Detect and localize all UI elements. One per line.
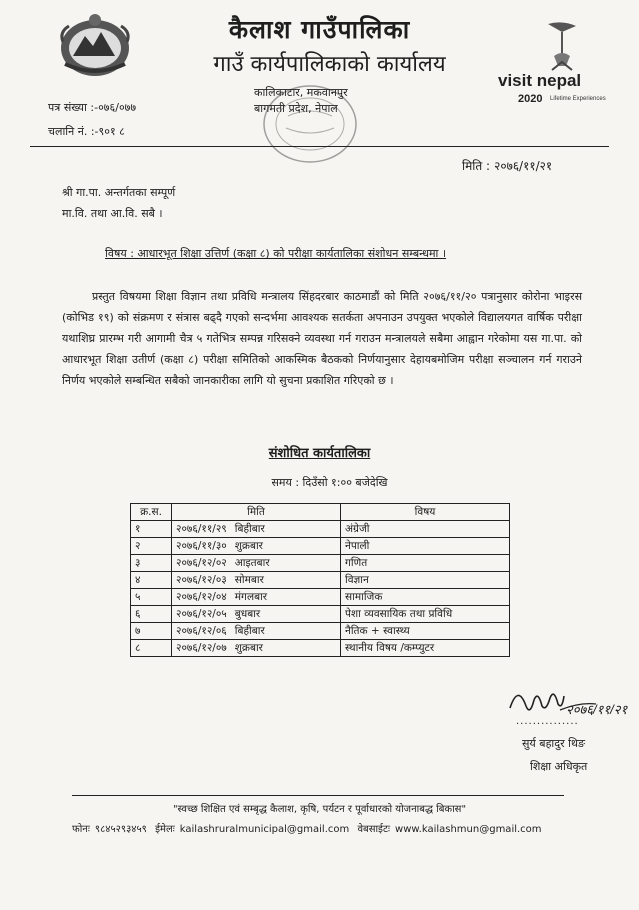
row-weekday: शुक्रबार <box>234 642 263 654</box>
table-row <box>131 538 510 555</box>
header-subject: विषय <box>341 504 510 521</box>
row-subject: गणित <box>341 555 510 572</box>
row-weekday: मंगलबार <box>234 591 268 603</box>
office-name: कैलाश गाउँपालिका <box>228 15 411 44</box>
logo-text: visit nepal <box>498 71 582 90</box>
row-date <box>172 606 341 623</box>
row-serial: ५ <box>131 589 172 606</box>
row-date-value: २०७६/१२/०७ <box>176 642 227 654</box>
website-label: वेबसाईटः <box>357 824 391 835</box>
row-serial: ७ <box>131 623 172 640</box>
header-divider <box>30 146 609 147</box>
footer-divider <box>72 795 564 796</box>
table-row <box>131 572 510 589</box>
date-value: २०७६/११/२१ <box>494 159 553 173</box>
row-subject: नैतिक + स्वास्थ्य <box>341 623 510 640</box>
row-serial: ४ <box>131 572 172 589</box>
row-serial: ३ <box>131 555 172 572</box>
footer-motto: "स्वच्छ शिक्षित एवं सम्बृद्ध कैलाश, कृषि, पर्यटन र पूर्वाधारको योजनाबद्ध बिकास" <box>172 804 467 815</box>
row-date <box>172 555 341 572</box>
header-date: मिति <box>172 504 341 521</box>
recipient-line-2: मा.वि. तथा आ.वि. सबै । <box>62 207 163 220</box>
signature-date: २०७६/११/२१ <box>566 702 628 717</box>
letter-date <box>462 157 552 174</box>
email-address: kailashruralmunicipal@gmail.com <box>179 824 350 835</box>
phone-number: ९८४५२९३४५९ <box>94 824 147 835</box>
address-line-1: कालिकाटार, मकवानपुर <box>254 86 348 99</box>
signatory-title: शिक्षा अधिकृत <box>530 760 588 773</box>
website-address: www.kailashmun@gmail.com <box>395 824 542 835</box>
row-date-value: २०७६/११/३० <box>176 540 227 552</box>
table-row <box>131 640 510 657</box>
table-row <box>131 606 510 623</box>
row-date-value: २०७६/१२/०५ <box>176 608 227 620</box>
address-line-2: बागमती प्रदेश, नेपाल <box>254 102 338 115</box>
row-subject: सामाजिक <box>341 589 510 606</box>
row-subject: स्थानीय विषय /कम्प्युटर <box>341 640 510 657</box>
date-label: मिति : <box>462 159 491 173</box>
row-date-value: २०७६/१२/०३ <box>176 574 227 586</box>
visit-nepal-logo-icon <box>496 20 616 110</box>
row-weekday: सोमबार <box>234 574 264 586</box>
row-date <box>172 640 341 657</box>
schedule-time: समय : दिउँसो १:०० बजेदेखि <box>271 476 388 489</box>
row-subject: विज्ञान <box>341 572 510 589</box>
row-date-value: २०७६/११/२९ <box>176 523 227 535</box>
schedule-table <box>130 503 510 657</box>
row-date <box>172 572 341 589</box>
row-date <box>172 521 341 538</box>
email-label: ईमेलः <box>155 824 175 835</box>
chalani-number: चलानि नं. :-९०१ ८ <box>48 125 125 138</box>
row-date <box>172 589 341 606</box>
row-subject: अंग्रेजी <box>341 521 510 538</box>
header-serial: क्र.स. <box>131 504 172 521</box>
row-date <box>172 538 341 555</box>
row-weekday: शुक्रबार <box>234 540 263 552</box>
office-subtitle: गाउँ कार्यपालिकाको कार्यालय <box>213 52 446 77</box>
table-row <box>131 589 510 606</box>
logo-tagline: Lifetime Experiences <box>550 96 606 102</box>
table-header-row <box>131 504 510 521</box>
row-weekday: आइतबार <box>234 557 270 569</box>
table-row <box>131 623 510 640</box>
subject-line: विषय : आधारभूत शिक्षा उत्तिर्ण (कक्षा ८) को परीक्षा कार्यतालिका संशोधन सम्बन्धमा । <box>105 247 447 260</box>
reference-number: पत्र संख्या :-०७६/०७७ <box>48 101 137 114</box>
signature-dots: ............... <box>516 716 579 727</box>
row-weekday: बिहीबार <box>234 625 265 637</box>
schedule-title: संशोधित कार्यतालिका <box>268 446 371 461</box>
row-serial: १ <box>131 521 172 538</box>
row-date-value: २०७६/१२/०६ <box>176 625 227 637</box>
footer-contact <box>72 821 547 835</box>
row-date <box>172 623 341 640</box>
signatory-name: सुर्य बहादुर थिङ <box>522 737 586 750</box>
row-subject: पेशा व्यवसायिक तथा प्रविधि <box>341 606 510 623</box>
row-serial: २ <box>131 538 172 555</box>
row-serial: ६ <box>131 606 172 623</box>
phone-label: फोनः <box>72 824 90 835</box>
logo-year: 2020 <box>518 93 543 105</box>
row-date-value: २०७६/१२/०२ <box>176 557 227 569</box>
table-row <box>131 555 510 572</box>
row-subject: नेपाली <box>341 538 510 555</box>
table-row <box>131 521 510 538</box>
row-weekday: बिहीबार <box>234 523 265 535</box>
row-serial: ८ <box>131 640 172 657</box>
body-paragraph: प्रस्तुत विषयमा शिक्षा विज्ञान तथा प्रविधि मन्त्रालय सिंहदरबार काठमाडौं को मिति २०७६/११/२० पत्रानुसार कोरोना भाइरस (कोभिड १९) को संक्रमण र संत्रास बढ्दै गएको सन्दर्भमा आवश्यक सतर्कता अपनाउन उपयुक्त भएकोले विद्यालयगत वार्षिक परीक्षा यथाशिघ्र प्रारम्भ गरी आगामी चैत्र ५ गतेभित्र सम्पन्न गरिसक्ने व्यवस्था गर्न गराउन मन्त्रालयले सबैमा आह्वान गरेकोमा यस गा.पा. को आधारभूत शिक्षा उतीर्ण (कक्षा ८) परीक्षा समितिको आकस्मिक बैठकको निर्णयानुसार देहायबमोजिम परीक्षा सञ्चालन गर्न गराउने निर्णय भएकोले सम्बन्धित सबैको जानकारीका लागि यो सुचना प्रकाशित गरिएको छ । <box>62 290 582 387</box>
row-date-value: २०७६/१२/०४ <box>176 591 227 603</box>
recipient-line-1: श्री गा.पा. अन्तर्गतका सम्पूर्ण <box>62 186 176 199</box>
row-weekday: बुधबार <box>234 608 261 620</box>
